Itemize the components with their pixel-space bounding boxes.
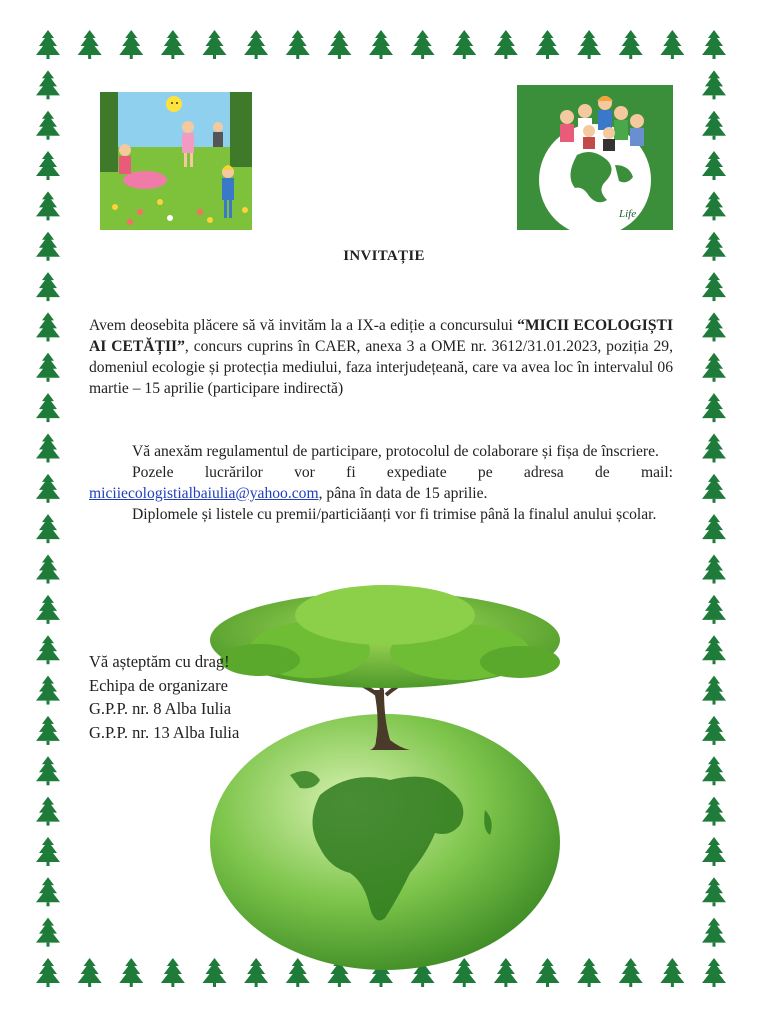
pine-tree-icon — [36, 918, 60, 947]
pine-tree-icon — [119, 30, 143, 59]
pine-tree-icon — [36, 756, 60, 785]
organizing-team-label: Echipa de organizare — [89, 675, 228, 695]
pine-tree-icon — [327, 30, 351, 59]
logo-life-text: Life — [619, 208, 637, 220]
pine-tree-icon — [702, 353, 726, 382]
pine-tree-icon — [36, 312, 60, 341]
pine-tree-icon — [244, 30, 268, 59]
pine-tree-icon — [36, 595, 60, 624]
intro-paragraph — [89, 315, 673, 399]
pine-tree-icon — [702, 393, 726, 422]
pine-tree-icon — [702, 30, 726, 59]
pine-tree-icon — [536, 30, 560, 59]
contact-email-link[interactable]: miciiecologistialbaiulia@yahoo.com — [89, 485, 319, 502]
submission-lead: Pozele lucrărilor vor fi expediate pe adresa de mail: — [132, 464, 673, 481]
pine-tree-icon — [36, 30, 60, 59]
pine-tree-icon — [369, 30, 393, 59]
pine-tree-icon — [702, 676, 726, 705]
pine-tree-icon — [36, 797, 60, 826]
pine-tree-icon — [702, 877, 726, 906]
pine-tree-icon — [702, 958, 726, 987]
pine-tree-icon — [702, 272, 726, 301]
pine-tree-icon — [452, 30, 476, 59]
annex-paragraph: Vă anexăm regulamentul de participare, protocolul de colaborare și fișa de înscriere. — [132, 443, 659, 460]
pine-tree-icon — [119, 958, 143, 987]
closing-greeting: Vă așteptăm cu drag! — [89, 652, 230, 671]
pine-tree-icon — [36, 70, 60, 99]
pine-tree-icon — [161, 958, 185, 987]
pine-tree-icon — [203, 30, 227, 59]
pine-tree-icon — [577, 30, 601, 59]
details-block — [89, 441, 673, 525]
pine-tree-icon — [36, 111, 60, 140]
pine-tree-icon — [36, 837, 60, 866]
pine-tree-icon — [702, 555, 726, 584]
pine-tree-icon — [702, 111, 726, 140]
pine-tree-icon — [702, 191, 726, 220]
pine-tree-icon — [660, 958, 684, 987]
pine-tree-icon — [36, 272, 60, 301]
pine-tree-icon — [702, 312, 726, 341]
pine-tree-icon — [702, 797, 726, 826]
pine-tree-icon — [36, 635, 60, 664]
pine-tree-icon — [36, 514, 60, 543]
pine-tree-icon — [36, 676, 60, 705]
contest-name: “MICII ECOLOGIȘTI AI CETĂȚII” — [89, 317, 674, 355]
pine-tree-icon — [702, 918, 726, 947]
pine-tree-icon — [36, 151, 60, 180]
pine-tree-icon — [702, 716, 726, 745]
pine-tree-icon — [702, 635, 726, 664]
submission-paragraph — [89, 462, 673, 504]
pine-tree-icon — [36, 877, 60, 906]
pine-tree-icon — [36, 433, 60, 462]
pine-tree-icon — [619, 958, 643, 987]
diplomas-paragraph: Diplomele și listele cu premii/particiăanți vor fi trimise până la finalul anului școlar. — [132, 506, 657, 523]
pine-tree-icon — [36, 393, 60, 422]
pine-tree-icon — [702, 433, 726, 462]
invitation-title: INVITAȚIE — [343, 248, 425, 264]
pine-tree-icon — [36, 474, 60, 503]
intro-lead: Avem deosebita plăcere să vă invităm la a IX-a ediție a concursului — [89, 317, 518, 334]
pine-tree-icon — [36, 353, 60, 382]
organizer-school-1: G.P.P. nr. 8 Alba Iulia — [89, 699, 232, 718]
pine-tree-icon — [702, 474, 726, 503]
pine-tree-icon — [619, 30, 643, 59]
pine-tree-icon — [660, 30, 684, 59]
pine-tree-icon — [702, 514, 726, 543]
pine-tree-icon — [161, 30, 185, 59]
pine-tree-icon — [36, 958, 60, 987]
organizer-school-2: G.P.P. nr. 13 Alba Iulia — [89, 722, 240, 742]
pine-tree-icon — [36, 555, 60, 584]
intro-rest: , concurs cuprins în CAER, anexa 3 a OME nr. 3612/31.01.2023, poziția 29, domeniul ecologie și protecția mediului, faza interjudețeană, care va avea loc în intervalul 06 martie – 15 aprilie (participare indirectă) — [89, 338, 674, 397]
closing-signature-block — [89, 650, 239, 744]
pine-tree-icon — [411, 30, 435, 59]
pine-tree-icon — [78, 30, 102, 59]
pine-tree-icon — [577, 958, 601, 987]
pine-tree-icon — [702, 151, 726, 180]
submission-rest: , pâna în data de 15 aprilie. — [318, 485, 488, 502]
pine-tree-icon — [78, 958, 102, 987]
pine-tree-icon — [702, 756, 726, 785]
pine-tree-icon — [702, 70, 726, 99]
pine-tree-icon — [494, 30, 518, 59]
pine-tree-icon — [702, 595, 726, 624]
pine-tree-icon — [36, 191, 60, 220]
children-picnic-illustration — [100, 92, 252, 230]
pine-tree-icon — [36, 716, 60, 745]
tree-on-globe-illustration — [200, 580, 580, 980]
pine-tree-icon — [702, 837, 726, 866]
pine-tree-icon — [286, 30, 310, 59]
eco-life-logo — [517, 85, 673, 230]
